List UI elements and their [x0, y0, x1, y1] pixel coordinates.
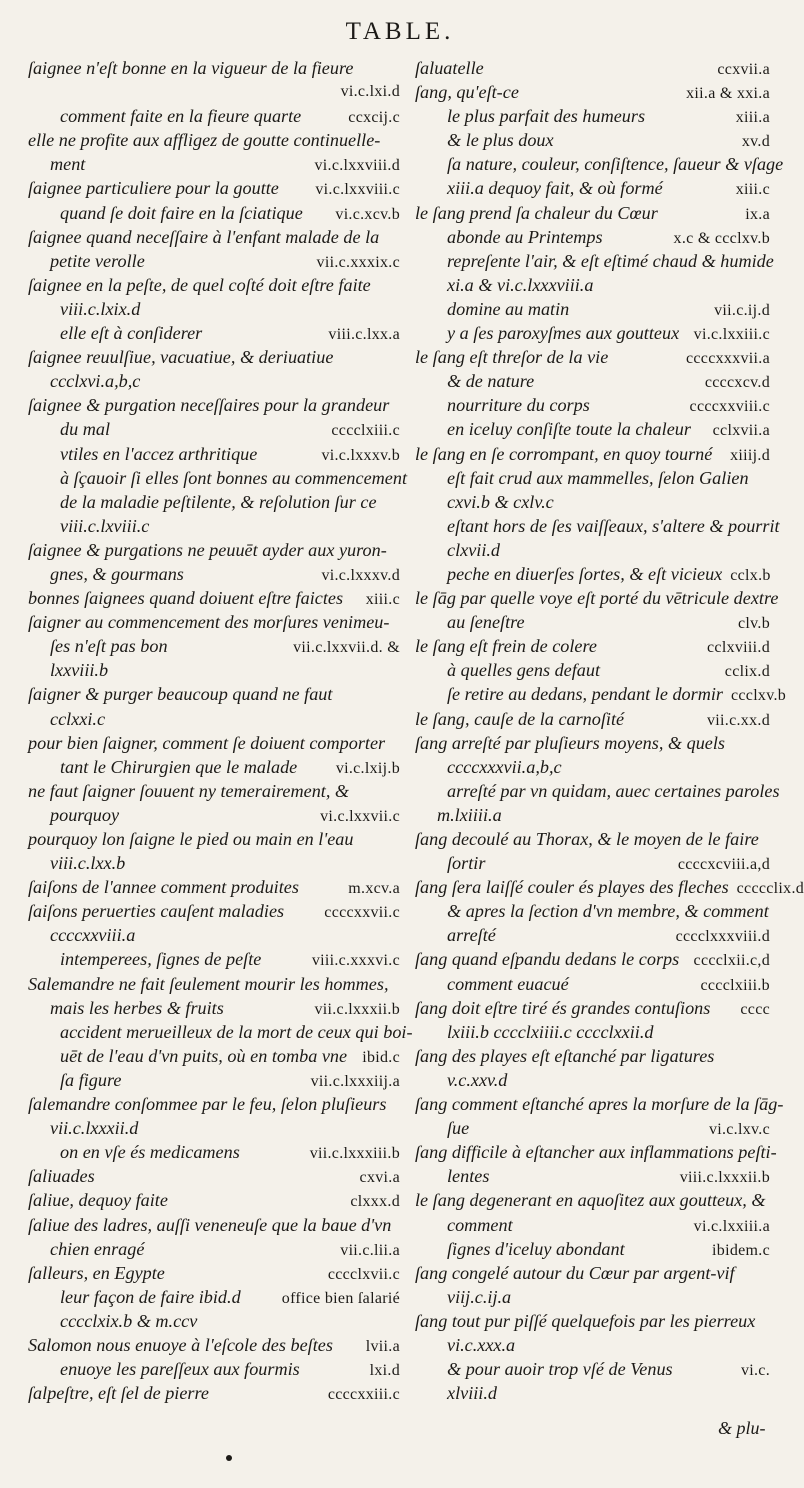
- entry-reference: cccclxiii.c: [331, 422, 400, 440]
- entry-text: ccccxxviii.a: [50, 925, 136, 946]
- entry-text: vi.c.xxx.a: [447, 1334, 516, 1355]
- entry-reference: vi.c.lxij.b: [335, 759, 400, 777]
- index-entry: [28, 1164, 400, 1188]
- index-entry: [415, 321, 770, 345]
- index-entry: [415, 1285, 770, 1309]
- entry-reference: viii.c.lxx.a: [328, 326, 400, 344]
- entry-reference: vi.c.lxxiii.c: [693, 326, 770, 344]
- entry-reference: lvii.a: [365, 1337, 400, 1355]
- index-entry: [415, 875, 804, 899]
- index-entry: [415, 1140, 777, 1164]
- entry-text: comment: [447, 1214, 513, 1235]
- entry-reference: ibid.c: [362, 1048, 400, 1066]
- entry-text: viii.c.lxviii.c: [60, 515, 150, 536]
- entry-text: ſang ſera laiſſé couler és playes des fleches: [415, 877, 729, 898]
- entry-reference: cccclxii.c,d: [693, 952, 770, 970]
- entry-text: ſaiſons peruerties cauſent maladies: [28, 901, 285, 922]
- index-entry: [415, 490, 770, 514]
- entry-reference: clv.b: [737, 615, 770, 633]
- entry-text: le ſang en ſe corrompant, en quoy tourné: [415, 443, 713, 464]
- entry-text: viij.c.ij.a: [447, 1286, 512, 1307]
- index-entry: [28, 321, 400, 345]
- entry-text: viii.c.lxx.b: [50, 853, 126, 874]
- index-entry: [28, 899, 400, 923]
- index-entry: [415, 466, 770, 490]
- entry-reference: lxi.d: [369, 1362, 400, 1380]
- index-entry: [28, 1044, 400, 1068]
- entry-text: pourquoy lon ſaigne le pied ou main en l'eau: [28, 829, 354, 849]
- entry-reference: x.c & ccclxv.b: [673, 229, 770, 247]
- entry-reference: vi.c.lxxxv.b: [321, 446, 400, 464]
- entry-reference: ccclxv.b: [730, 687, 787, 705]
- index-entry: [415, 152, 784, 176]
- entry-text: domine au matin: [447, 298, 570, 319]
- index-entry: [415, 586, 779, 610]
- entry-text: comment euacué: [447, 973, 569, 994]
- index-entry: [28, 779, 400, 803]
- index-entry: [415, 1164, 770, 1188]
- index-entry: [28, 731, 400, 755]
- index-entry: [415, 899, 770, 923]
- entry-text: comment faite en la fieure quarte: [60, 106, 302, 127]
- entry-reference: vii.c.xx.d: [707, 711, 770, 729]
- entry-reference: ccccclix.d: [736, 880, 804, 898]
- index-entry: [415, 923, 770, 947]
- index-entry: [28, 345, 400, 369]
- index-entry: [28, 152, 400, 176]
- entry-text: cclxxi.c: [50, 708, 106, 729]
- entry-text: intemperees, ſignes de peſte: [60, 949, 262, 970]
- index-entry: [28, 1020, 413, 1044]
- entry-text: ſignes d'iceluy abondant: [447, 1238, 625, 1259]
- entry-text: xi.a & vi.c.lxxxviii.a: [447, 274, 594, 295]
- entry-reference: cccclxiii.b: [700, 976, 770, 994]
- entry-text: ſaluatelle: [415, 58, 484, 78]
- catchword: & plu-: [718, 1418, 766, 1438]
- entry-text: m.lxiiii.a: [437, 804, 502, 825]
- index-entry: [28, 225, 400, 249]
- entry-text: elle ne profite aux affligez de goutte continuelle-: [28, 130, 381, 151]
- entry-text: ſalemandre conſommee par le feu, ſelon pluſieurs: [28, 1094, 387, 1115]
- entry-text: à ſçauoir ſi elles ſont bonnes au commencement: [60, 467, 408, 488]
- entry-text: ſue: [447, 1118, 470, 1139]
- index-entry: [28, 1357, 400, 1381]
- index-entry: [28, 417, 400, 441]
- index-entry: [415, 417, 770, 441]
- index-entry: [415, 538, 770, 562]
- entry-text: ſa figure: [60, 1069, 122, 1090]
- entry-reference: vii.c.xxxix.c: [316, 253, 400, 271]
- entry-text: le ſang eſt frein de colere: [415, 636, 597, 657]
- entry-reference: xiii.c: [735, 181, 770, 199]
- entry-reference: cclxviii.d: [707, 639, 770, 657]
- index-entry: [415, 1381, 770, 1405]
- entry-text: arreſté: [447, 925, 496, 946]
- entry-reference: ccxvii.a: [717, 61, 770, 78]
- entry-text: le ſang degenerant en aquoſitez aux goutteux, &: [415, 1190, 766, 1211]
- index-entry: [28, 875, 400, 899]
- entry-text: ſaignee reuulſiue, vacuatiue, & deriuatiue: [28, 347, 334, 368]
- index-entry: [415, 658, 770, 682]
- entry-text: lentes: [447, 1166, 490, 1187]
- entry-text: bonnes ſaignees quand doiuent eſtre faictes: [28, 588, 344, 609]
- entry-text: en iceluy conſiſte toute la chaleur: [447, 419, 691, 440]
- entry-reference: vi.c.: [740, 1362, 770, 1380]
- entry-text: ſang difficile à eſtancher aux inflammations peſti-: [415, 1142, 777, 1163]
- index-entry: [28, 1333, 400, 1357]
- entry-reference: ccccxxxvii.a: [686, 350, 770, 368]
- index-entry: [415, 273, 770, 297]
- entry-text: xlviii.d: [447, 1383, 497, 1404]
- index-entry: [28, 1261, 400, 1285]
- page-dot: [226, 1455, 232, 1461]
- index-entry: [28, 610, 400, 634]
- entry-reference: ccccxcviii.a,d: [677, 856, 770, 874]
- index-entry: [415, 634, 770, 658]
- index-entry: [28, 1140, 400, 1164]
- index-entry: [415, 1092, 784, 1116]
- page-title: TABLE.: [345, 18, 455, 45]
- index-entry: [415, 682, 787, 706]
- index-entry: [415, 562, 770, 586]
- entry-text: ſang tout pur piſſé quelquefois par les pierreux: [415, 1310, 756, 1331]
- entry-reference: xv.d: [741, 133, 770, 151]
- index-entry: [28, 1285, 400, 1309]
- entry-text: & le plus doux: [447, 130, 554, 151]
- index-entry: [415, 972, 770, 996]
- entry-text: ſaiſons de l'annee comment produites: [28, 877, 299, 898]
- entry-reference: ix.a: [745, 205, 770, 223]
- index-entry: [415, 249, 774, 273]
- entry-text: viii.c.lxix.d: [60, 298, 141, 319]
- entry-text: ſaignee particuliere pour la goutte: [28, 178, 279, 199]
- entry-text: lxxviii.b: [50, 660, 109, 681]
- entry-reference: vi.c.lxxiii.a: [693, 1217, 770, 1235]
- entry-reference: vi.c.lxxviii.d: [314, 157, 400, 175]
- index-entry: [28, 1213, 400, 1237]
- index-entry: [28, 369, 400, 393]
- index-entry: [28, 923, 400, 947]
- index-entry: [415, 80, 770, 104]
- index-entry: [28, 803, 400, 827]
- entry-reference: cccc: [740, 1000, 770, 1018]
- entry-reference: cxvi.a: [359, 1169, 400, 1187]
- index-entry: [415, 1237, 770, 1261]
- index-entry: [28, 1237, 400, 1261]
- entry-reference: cccclxvii.c: [327, 1265, 400, 1283]
- entry-text: pour bien ſaigner, comment ſe doiuent comporter: [28, 732, 386, 753]
- index-entry: [28, 1092, 400, 1116]
- entry-reference: ccccxxvii.c: [324, 904, 400, 922]
- entry-text: elle eſt à conſiderer: [60, 323, 203, 344]
- entry-text: ſaignee & purgations ne peuuēt ayder aux yuron-: [28, 539, 387, 560]
- index-entry: [415, 369, 770, 393]
- index-entry: [415, 1333, 770, 1357]
- index-entry: [415, 176, 770, 200]
- entry-reference: ccccxxviii.c: [689, 398, 770, 416]
- index-entry: [28, 851, 400, 875]
- index-entry: [415, 201, 770, 225]
- entry-reference: xiii.c: [365, 591, 400, 609]
- index-entry: [415, 393, 770, 417]
- index-entry: [28, 514, 400, 538]
- index-entry: [415, 1044, 770, 1068]
- index-entry: [415, 104, 770, 128]
- entry-text: & apres la ſection d'vn membre, & comment: [447, 901, 769, 922]
- entry-text: uēt de l'eau d'vn puits, où en tomba vne: [60, 1045, 348, 1066]
- entry-reference: ibidem.c: [712, 1241, 770, 1259]
- index-entry: [415, 56, 770, 80]
- entry-text: ccclxvi.a,b,c: [50, 371, 141, 392]
- index-column-left: [28, 56, 413, 1405]
- entry-reference: cclx.b: [730, 566, 771, 584]
- entry-text: à quelles gens defaut: [447, 660, 601, 681]
- entry-text: lxiii.b cccclxiiii.c cccclxxii.d: [447, 1021, 654, 1042]
- entry-text: ſang comment eſtanché apres la morſure de la ſāg-: [415, 1094, 784, 1115]
- index-entry: [28, 658, 400, 682]
- entry-reference: viii.c.xxxvi.c: [311, 952, 400, 970]
- index-entry: [28, 634, 400, 658]
- index-entry: [415, 1068, 770, 1092]
- index-entry: [28, 297, 400, 321]
- entry-text: mais les herbes & fruits: [50, 997, 224, 1018]
- index-entry: [415, 996, 770, 1020]
- entry-text: ſang decoulé au Thorax, & le moyen de le faire: [415, 829, 759, 849]
- entry-text: ne faut ſaigner ſouuent ny temerairement, &: [28, 780, 350, 801]
- entry-text: ſaliue des ladres, auſſi veneneuſe que la baue d'vn: [28, 1214, 392, 1235]
- entry-text: eſtant hors de ſes vaiſſeaux, s'altere & pourrit: [447, 515, 780, 536]
- index-entry: [28, 682, 400, 706]
- index-entry: [415, 1020, 770, 1044]
- entry-text: ſaignee en la peſte, de quel coſté doit eſtre faite: [28, 274, 371, 295]
- index-entry: [28, 128, 400, 152]
- entry-reference: cclix.d: [724, 663, 770, 681]
- index-entry: [415, 1188, 770, 1212]
- index-entry: [415, 707, 770, 731]
- entry-text: vtiles en l'accez arthritique: [60, 443, 258, 464]
- index-entry: [415, 225, 770, 249]
- entry-text: accident merueilleux de la mort de ceux qui boi-: [60, 1021, 413, 1042]
- entry-reference: xiiij.d: [730, 446, 770, 464]
- index-entry: [28, 707, 400, 731]
- index-entry: [415, 779, 780, 803]
- entry-reference: ccxcij.c: [348, 109, 400, 127]
- entry-text: le ſang prend ſa chaleur du Cœur: [415, 202, 658, 223]
- index-entry: [28, 538, 400, 562]
- index-entry: [28, 393, 400, 417]
- index-entry: [28, 586, 400, 610]
- entry-text: ſortir: [447, 853, 486, 874]
- entry-text: v.c.xxv.d: [447, 1069, 508, 1090]
- index-entry: [28, 176, 400, 200]
- entry-text: ſaignee & purgation neceſſaires pour la grandeur: [28, 395, 390, 416]
- entry-text: du mal: [60, 419, 111, 440]
- entry-text: pourquoy: [50, 804, 120, 825]
- index-entry: [28, 562, 400, 586]
- entry-text: clxvii.d: [447, 539, 501, 560]
- index-entry: [415, 1309, 770, 1333]
- entry-text: & pour auoir trop vſé de Venus: [447, 1359, 673, 1380]
- entry-text: repreſente l'air, & eſt eſtimé chaud & humide: [447, 250, 774, 271]
- entry-reference: vii.c.lxxxii.b: [314, 1000, 400, 1018]
- index-entry: [28, 1309, 400, 1333]
- index-entry: [415, 755, 770, 779]
- entry-text: ccccxxxvii.a,b,c: [447, 756, 562, 777]
- entry-reference: vi.c.lxxvii.c: [320, 807, 400, 825]
- index-entry: [28, 80, 400, 104]
- index-entry: [415, 851, 770, 875]
- index-entry: [28, 466, 408, 490]
- index-column-right: [415, 56, 804, 1405]
- entry-reference: vii.c.lxxxiii.b: [309, 1145, 400, 1163]
- entry-reference: vi.c.xcv.b: [335, 205, 400, 223]
- entry-text: ſes n'eſt pas bon: [50, 636, 168, 657]
- index-entry: [28, 273, 400, 297]
- entry-text: ſang quand eſpandu dedans le corps: [415, 949, 680, 970]
- entry-text: nourriture du corps: [447, 395, 590, 416]
- index-entry: [28, 1381, 400, 1405]
- entry-text: ſang congelé autour du Cœur par argent-vif: [415, 1262, 735, 1283]
- index-entry: [415, 731, 770, 755]
- index-entry: [415, 827, 770, 851]
- entry-text: cxvi.b & cxlv.c: [447, 491, 554, 512]
- entry-text: le ſāg par quelle voye eſt porté du vētricule dextre: [415, 588, 779, 609]
- entry-text: ſaliue, dequoy faite: [28, 1190, 168, 1211]
- index-entry: [415, 1357, 770, 1381]
- entry-text: tant le Chirurgien que le malade: [60, 756, 298, 777]
- index-entry: [28, 1188, 400, 1212]
- entry-reference: vii.c.lii.a: [340, 1241, 400, 1259]
- index-entry: [28, 104, 400, 128]
- entry-text: le ſang, cauſe de la carnoſité: [415, 708, 625, 729]
- entry-reference: vii.c.lxxvii.d. &: [293, 639, 400, 657]
- entry-text: au ſeneſtre: [447, 612, 525, 633]
- entry-text: ſaigner & purger beaucoup quand ne faut: [28, 684, 333, 705]
- index-entry: [28, 996, 400, 1020]
- index-entry: [28, 972, 400, 996]
- entry-reference: vii.c.lxxxiij.a: [310, 1072, 400, 1090]
- entry-text: y a ſes paroxyſmes aux goutteux: [447, 323, 680, 344]
- entry-text: petite verolle: [50, 250, 145, 271]
- entry-text: ſaliuades: [28, 1166, 95, 1187]
- entry-text: abonde au Printemps: [447, 226, 603, 247]
- index-entry: [28, 1116, 400, 1140]
- index-entry: [415, 297, 770, 321]
- entry-text: ſa nature, couleur, conſiſtence, ſaueur & vſage: [447, 154, 784, 175]
- index-entry: [415, 345, 770, 369]
- entry-text: quand ſe doit faire en la ſciatique: [60, 202, 303, 223]
- entry-reference: office bien ſalarié: [281, 1289, 400, 1307]
- entry-text: vii.c.lxxxii.d: [50, 1118, 139, 1139]
- index-entry: [28, 1068, 400, 1092]
- index-entry: [415, 1213, 770, 1237]
- entry-reference: vii.c.ij.d: [714, 301, 770, 319]
- entry-text: ſe retire au dedans, pendant le dormir: [447, 684, 723, 705]
- entry-reference: viii.c.lxxxii.b: [679, 1169, 770, 1187]
- entry-text: xiii.a dequoy fait, & où formé: [447, 178, 663, 199]
- index-entry: [415, 1261, 770, 1285]
- entry-text: ſaignee n'eſt bonne en la vigueur de la fieure: [28, 58, 354, 78]
- entry-text: & de nature: [447, 371, 535, 392]
- entry-text: Salemandre ne fait ſeulement mourir les hommes,: [28, 973, 389, 994]
- entry-text: gnes, & gourmans: [50, 563, 184, 584]
- entry-text: ſang arreſté par pluſieurs moyens, & quels: [415, 732, 726, 753]
- entry-text: ſalleurs, en Egypte: [28, 1262, 165, 1283]
- index-entry: [415, 947, 770, 971]
- entry-text: cccclxix.b & m.ccv: [60, 1310, 198, 1331]
- index-entry: [415, 514, 780, 538]
- entry-reference: vi.c.lxxxv.d: [321, 566, 400, 584]
- entry-reference: vi.c.lxxviii.c: [315, 181, 400, 199]
- entry-reference: vi.c.lxi.d: [340, 83, 400, 101]
- entry-text: ſang, qu'eſt-ce: [415, 82, 519, 103]
- entry-reference: m.xcv.a: [348, 880, 400, 898]
- entry-reference: vi.c.lxv.c: [708, 1121, 770, 1139]
- index-entry: [28, 442, 400, 466]
- index-entry: [415, 128, 770, 152]
- entry-reference: xii.a & xxi.a: [686, 85, 770, 103]
- entry-reference: xiii.a: [735, 109, 770, 127]
- index-entry: [28, 249, 400, 273]
- entry-text: ment: [50, 154, 86, 175]
- index-entry: [28, 947, 400, 971]
- entry-text: le ſang eſt threſor de la vie: [415, 347, 609, 368]
- entry-reference: cccclxxxviii.d: [675, 928, 770, 946]
- entry-text: arreſté par vn quidam, auec certaines paroles: [447, 780, 780, 801]
- entry-text: ſaignee quand neceſſaire à l'enfant malade de la: [28, 226, 380, 247]
- entry-text: de la maladie peſtilente, & reſolution ſur ce: [60, 491, 377, 512]
- entry-text: chien enragé: [50, 1238, 145, 1259]
- index-entry: [415, 442, 770, 466]
- index-entry: [28, 201, 400, 225]
- entry-reference: ccccxcv.d: [704, 374, 770, 392]
- index-entry: [28, 755, 400, 779]
- entry-text: Salomon nous enuoye à l'eſcole des beſtes: [28, 1334, 333, 1355]
- entry-text: peche en diuerſes ſortes, & eſt vicieux: [447, 563, 723, 584]
- entry-text: leur façon de faire ibid.d: [60, 1286, 241, 1307]
- entry-text: ſaigner au commencement des morſures venimeu-: [28, 612, 390, 633]
- index-entry: [415, 803, 770, 827]
- entry-reference: cclxvii.a: [712, 422, 770, 440]
- entry-text: on en vſe és medicamens: [60, 1142, 240, 1163]
- entry-reference: ccccxxiii.c: [327, 1386, 400, 1404]
- entry-text: eſt fait crud aux mammelles, ſelon Galien: [447, 467, 749, 488]
- entry-text: le plus parfait des humeurs: [447, 106, 646, 127]
- index-entry: [28, 56, 400, 80]
- entry-text: ſalpeſtre, eſt ſel de pierre: [28, 1383, 209, 1404]
- entry-text: enuoye les pareſſeux aux fourmis: [60, 1359, 300, 1380]
- index-entry: [28, 827, 400, 851]
- entry-reference: clxxx.d: [350, 1193, 400, 1211]
- index-entry: [28, 490, 400, 514]
- index-entry: [415, 1116, 770, 1140]
- entry-text: ſang des playes eſt eſtanché par ligatures: [415, 1045, 715, 1066]
- index-entry: [415, 610, 770, 634]
- entry-text: ſang doit eſtre tiré és grandes contuſions: [415, 997, 711, 1018]
